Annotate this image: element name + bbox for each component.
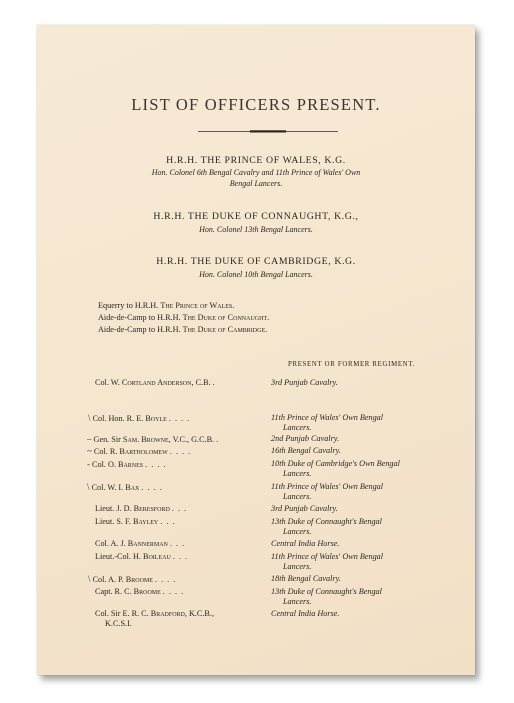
officer-regiment: 3rd Punjab Cavalry. [271, 504, 338, 513]
officer-regiment: 10th Duke of Cambridge's Own Bengal [271, 459, 400, 468]
officer-name: \ Col. Hon. R. E. Boyle . . . . [88, 413, 191, 423]
attendant-role: Aide-de-Camp to H.R.H. [98, 325, 181, 334]
officer-regiment-cont: Lancers. [283, 597, 312, 606]
officer-regiment: 2nd Punjab Cavalry. [271, 434, 339, 443]
officer-regiment: 16th Bengal Cavalry. [271, 446, 341, 455]
pencil-mark: – [87, 434, 92, 444]
attendant-line [98, 313, 269, 322]
officer-regiment-cont: Lancers. [283, 492, 312, 501]
royal-title-line: Hon. Colonel 10th Bengal Lancers. [199, 270, 313, 279]
pencil-mark: \ [88, 574, 91, 584]
officer-regiment-cont: Lancers. [283, 562, 312, 571]
officer-regiment: Central India Horse. [271, 539, 340, 548]
royal-title-line: Bengal Lancers. [229, 179, 283, 188]
officer-name: Capt. R. C. Broome . . . . [95, 587, 185, 596]
attendant-royal: The Duke of Connaught. [182, 313, 270, 322]
officer-regiment: Central India Horse. [271, 609, 340, 618]
ornamental-rule [198, 130, 338, 133]
officer-regiment: 18th Bengal Cavalry. [271, 574, 341, 583]
officer-regiment: 13th Duke of Connaught's Bengal [271, 517, 382, 526]
pencil-mark: \ [87, 482, 90, 492]
attendant-royal: The Duke of Cambridge. [182, 325, 268, 334]
attendant-royal: The Prince of Wales. [160, 301, 235, 310]
attendant-line [98, 325, 267, 334]
officer-name: \ Col. W. I. Bax . . . . [87, 482, 163, 492]
pencil-mark: ~ [87, 446, 92, 456]
officer-name: - Col. O. Barnes . . . . [87, 459, 167, 469]
officer-name: Col. Sir E. R. C. Bradford, K.C.B., [95, 609, 214, 618]
officer-name: Col. W. Cortland Anderson, C.B. . [95, 378, 216, 387]
officer-regiment: 11th Prince of Wales' Own Bengal [271, 413, 384, 422]
royal-name: H.R.H. THE DUKE OF CONNAUGHT, K.G., [153, 211, 359, 222]
title-rule [198, 130, 338, 132]
officer-name: Lieut. J. D. Beresford . . . [95, 504, 188, 513]
pencil-mark: \ [88, 413, 91, 423]
page-title: LIST OF OFFICERS PRESENT. [131, 95, 381, 114]
officer-name: Col. A. J. Bannerman . . . [95, 539, 186, 548]
officer-regiment-cont: Lancers. [283, 527, 312, 536]
attendant-role: Equerry to H.R.H. [98, 301, 159, 310]
officer-name: \ Col. A. P. Broome . . . . [88, 574, 177, 584]
officer-regiment: 13th Duke of Connaught's Bengal [271, 587, 382, 596]
officer-regiment: 3rd Punjab Cavalry. [271, 378, 338, 387]
pencil-mark: - [87, 459, 90, 469]
officer-regiment-cont: Lancers. [283, 423, 312, 432]
royal-name: H.R.H. THE DUKE OF CAMBRIDGE, K.G. [156, 256, 356, 267]
officer-name: Lieut. S. F. Bayley . . . [95, 517, 176, 526]
officer-regiment: 11th Prince of Wales' Own Bengal [271, 482, 384, 491]
document-page [37, 25, 475, 675]
officer-name: Lieut.-Col. H. Boileau . . . [95, 552, 189, 561]
royal-title-line: Hon. Colonel 13th Bengal Lancers. [199, 225, 313, 234]
royal-title-line: Hon. Colonel 6th Bengal Cavalry and 11th Prince of Wales' Own [151, 168, 361, 177]
officer-regiment: 11th Prince of Wales' Own Bengal [271, 552, 384, 561]
officer-regiment-cont: Lancers. [283, 469, 312, 478]
attendant-line [98, 301, 234, 310]
officer-name-cont: K.C.S.I. [105, 619, 132, 628]
attendant-role: Aide-de-Camp to H.R.H. [98, 313, 181, 322]
regiment-column-header: PRESENT OR FORMER REGIMENT. [288, 361, 416, 368]
officer-name: ~ Col. R. Bartholomew . . . . [87, 446, 192, 456]
officer-name: – Gen. Sir Sam. Browne, V.C., G.C.B. . [87, 434, 220, 444]
royal-name: H.R.H. THE PRINCE OF WALES, K.G. [166, 155, 346, 166]
